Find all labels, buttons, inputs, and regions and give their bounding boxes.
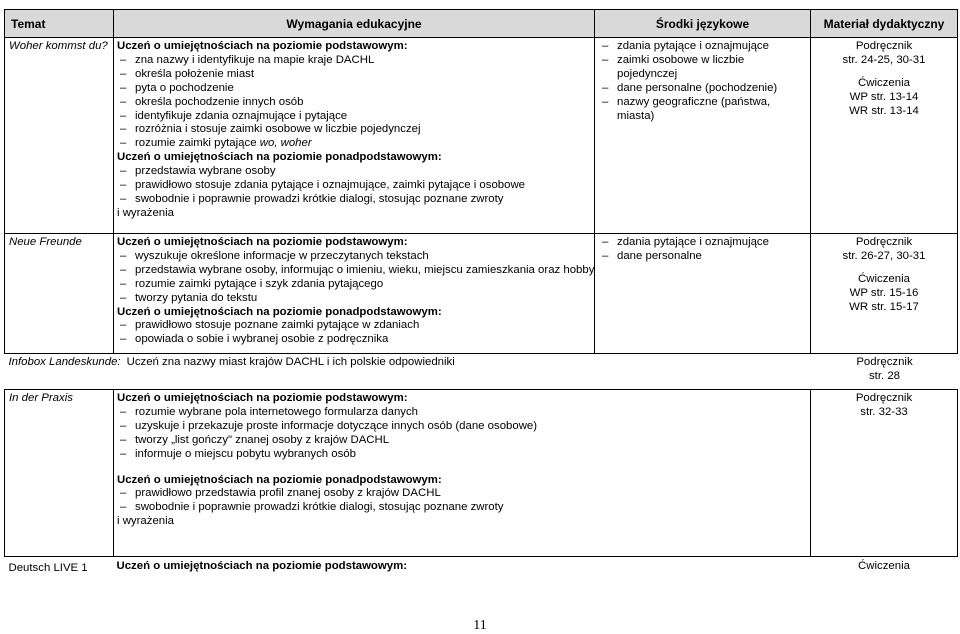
list-item: – dane personalne (pochodzenie): [599, 82, 810, 96]
podrecznik-label: Podręcznik: [855, 392, 913, 404]
list-item: [117, 137, 594, 151]
advanced-heading: Uczeń o umiejętnościach na poziomie ponadpodstawowym:: [117, 473, 442, 486]
cwiczenia-label: Ćwiczenia: [858, 272, 910, 285]
table-row: [5, 354, 958, 390]
wr-pages: WR str. 15-17: [849, 300, 919, 313]
header-temat: Temat: [5, 10, 114, 38]
basic-heading: Uczeń o umiejętnościach na poziomie podstawowym:: [116, 560, 408, 572]
header-wymagania: Wymagania edukacyjne: [114, 10, 595, 38]
list-item: – informuje o miejscu pobytu wybranych osób: [117, 448, 810, 462]
page-number: 11: [473, 618, 487, 633]
podrecznik-pages: str. 28: [868, 369, 901, 382]
topic-title: Deutsch LIVE 1: [8, 562, 88, 574]
list-item: – dane personalne: [599, 250, 810, 264]
material-cell: [811, 390, 958, 557]
list-item: – identyfikuje zdania oznajmujące i pytające: [117, 110, 594, 124]
list-item-continuation: pojedynczej: [617, 67, 678, 80]
podrecznik-pages: str. 26-27, 30-31: [842, 249, 926, 262]
list-item: – prawidłowo stosuje zdania pytające i oznajmujące, zaimki pytające i osobowe: [117, 179, 594, 193]
requirements-cell: [114, 234, 595, 354]
requirements-cell: [114, 390, 811, 557]
requirements-cell: [114, 38, 595, 234]
table-row: [5, 557, 958, 580]
list-item: – przedstawia wybrane osoby: [117, 165, 594, 179]
header-row: [5, 10, 958, 38]
list-item: – wyszukuje określone informacje w przeczytanych tekstach: [117, 250, 594, 264]
podrecznik-label: Podręcznik: [855, 40, 913, 52]
basic-heading: Uczeń o umiejętnościach na poziomie podstawowym:: [117, 40, 408, 52]
list-item: – zna nazwy i identyfikuje na mapie kraje DACHL: [117, 54, 594, 68]
wr-pages: WR str. 13-14: [849, 104, 919, 117]
table-row: [5, 38, 958, 234]
basic-heading: Uczeń o umiejętnościach na poziomie podstawowym:: [117, 392, 408, 404]
table-row: [5, 390, 958, 557]
list-item: – uzyskuje i przekazuje proste informacje dotyczące innych osób (dane osobowe): [117, 420, 810, 434]
advanced-heading: Uczeń o umiejętnościach na poziomie ponadpodstawowym:: [117, 151, 442, 164]
material-cell: [811, 557, 958, 580]
wp-pages: WP str. 13-14: [849, 90, 919, 103]
list-item: – określa pochodzenie innych osób: [117, 96, 594, 110]
list-item: – przedstawia wybrane osoby, informując o imieniu, wieku, miejscu zamieszkania oraz hobby: [117, 264, 594, 278]
curriculum-table: [4, 9, 958, 579]
list-item-continuation: i wyrażenia: [117, 206, 174, 219]
podrecznik-pages: str. 24-25, 30-31: [842, 53, 926, 66]
podrecznik-label: Podręcznik: [855, 236, 913, 248]
topic-title: Woher kommst du?: [9, 40, 108, 52]
topic-cell: [5, 557, 114, 580]
list-item-continuation: i wyrażenia: [117, 515, 174, 528]
list-item: – swobodnie i poprawnie prowadzi krótkie dialogi, stosując poznane zwroty: [117, 501, 810, 515]
list-item-text: rozumie zaimki pytające: [135, 137, 260, 150]
material-cell: [811, 234, 958, 354]
requirements-cell: [114, 557, 811, 580]
language-cell: [595, 234, 811, 354]
list-item: – zdania pytające i oznajmujące: [599, 236, 810, 250]
list-item-continuation: miasta): [617, 109, 655, 122]
language-cell: [595, 38, 811, 234]
list-item: – rozumie wybrane pola internetowego formularza danych: [117, 406, 810, 420]
list-item: – swobodnie i poprawnie prowadzi krótkie dialogi, stosując poznane zwroty: [117, 193, 594, 207]
topic-cell: [5, 234, 114, 354]
list-item: – rozróżnia i stosuje zaimki osobowe w liczbie pojedynczej: [117, 123, 594, 137]
basic-heading: Uczeń o umiejętnościach na poziomie podstawowym:: [117, 236, 408, 248]
list-item: – tworzy pytania do tekstu: [117, 292, 594, 306]
cwiczenia-label: Ćwiczenia: [858, 76, 910, 89]
advanced-heading: Uczeń o umiejętnościach na poziomie ponadpodstawowym:: [117, 305, 442, 318]
list-item: – określa położenie miast: [117, 68, 594, 82]
cwiczenia-label: Ćwiczenia: [858, 560, 910, 572]
list-item: – nazwy geograficzne (państwa,: [599, 96, 810, 110]
list-item: – tworzy „list gończy" znanej osoby z krajów DACHL: [117, 434, 810, 448]
topic-cell: [5, 390, 114, 557]
material-cell: [811, 38, 958, 234]
podrecznik-label: Podręcznik: [856, 356, 913, 368]
wp-pages: WP str. 15-16: [849, 286, 919, 299]
infobox-cell: [5, 354, 958, 390]
list-item: – prawidłowo stosuje poznane zaimki pytające w zdaniach: [117, 319, 594, 333]
list-item: – opowiada o sobie i wybranej osobie z podręcznika: [117, 333, 594, 347]
topic-cell: [5, 38, 114, 234]
list-item: – zdania pytające i oznajmujące: [599, 40, 810, 54]
infobox-text: Uczeń zna nazwy miast krajów DACHL i ich polskie odpowiedniki: [126, 356, 455, 368]
list-item-italic: wo, woher: [259, 137, 312, 150]
header-material: Materiał dydaktyczny: [811, 10, 958, 38]
list-item: – pyta o pochodzenie: [117, 82, 594, 96]
podrecznik-pages: str. 32-33: [860, 405, 908, 418]
list-item: – zaimki osobowe w liczbie: [599, 54, 810, 68]
topic-title: Infobox Landeskunde:: [8, 356, 121, 368]
topic-title: Neue Freunde: [9, 236, 82, 248]
list-item: – rozumie zaimki pytające i szyk zdania pytającego: [117, 278, 594, 292]
list-item: – prawidłowo przedstawia profil znanej osoby z krajów DACHL: [117, 487, 810, 501]
header-srodki: Środki językowe: [595, 10, 811, 38]
table-row: [5, 234, 958, 354]
topic-title: In der Praxis: [9, 392, 73, 404]
